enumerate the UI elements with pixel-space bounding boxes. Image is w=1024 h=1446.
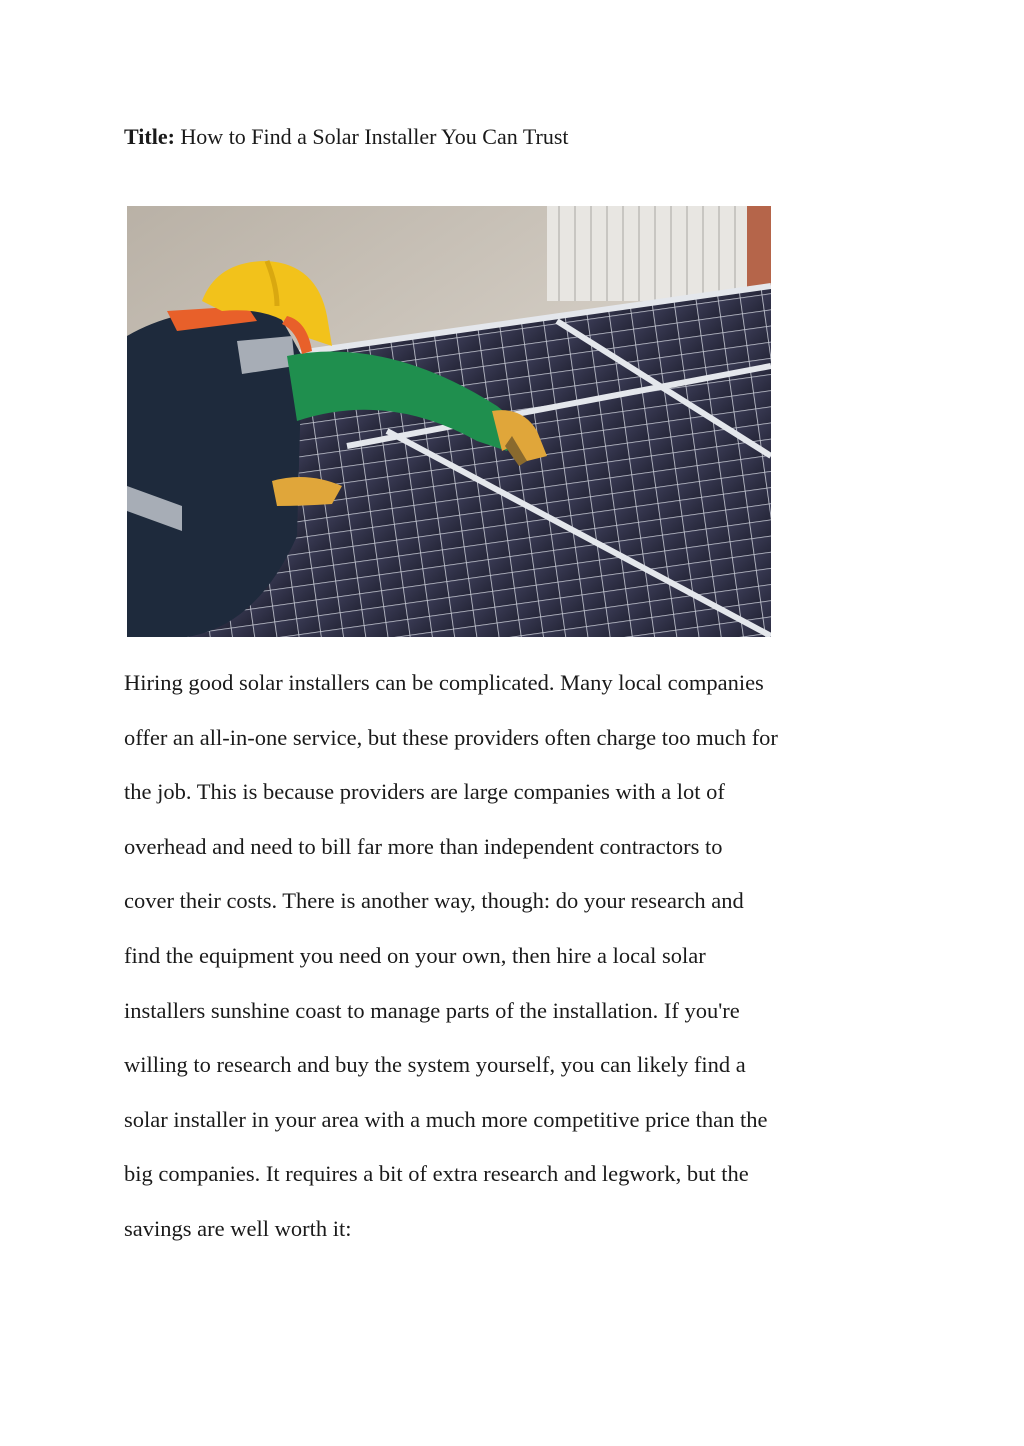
body-line: the job. This is because providers are large companies with a lot of [124, 779, 725, 805]
body-line: willing to research and buy the system yourself, you can likely find a [124, 1052, 746, 1078]
body-line: savings are well worth it: [124, 1215, 352, 1241]
body-line: cover their costs. There is another way, though: do your research and [124, 888, 744, 914]
body-line: Hiring good solar installers can be complicated. Many local companies [124, 670, 764, 695]
title-label: Title: [124, 124, 175, 149]
body-line: installers sunshine coast to manage parts of the installation. If you're [124, 997, 740, 1023]
body-line: find the equipment you need on your own, then hire a local solar [124, 942, 706, 968]
body-line: solar installer in your area with a much more competitive price than the [124, 1106, 768, 1132]
body-line: big companies. It requires a bit of extra research and legwork, but the [124, 1161, 749, 1187]
body-paragraph [124, 665, 904, 1266]
solar-panel-installer-photo [127, 206, 771, 637]
body-line: offer an all-in-one service, but these providers often charge too much for [124, 724, 778, 750]
title-text: How to Find a Solar Installer You Can Trust [180, 124, 569, 149]
page-title [124, 122, 569, 152]
body-line: overhead and need to bill far more than independent contractors to [124, 833, 723, 859]
